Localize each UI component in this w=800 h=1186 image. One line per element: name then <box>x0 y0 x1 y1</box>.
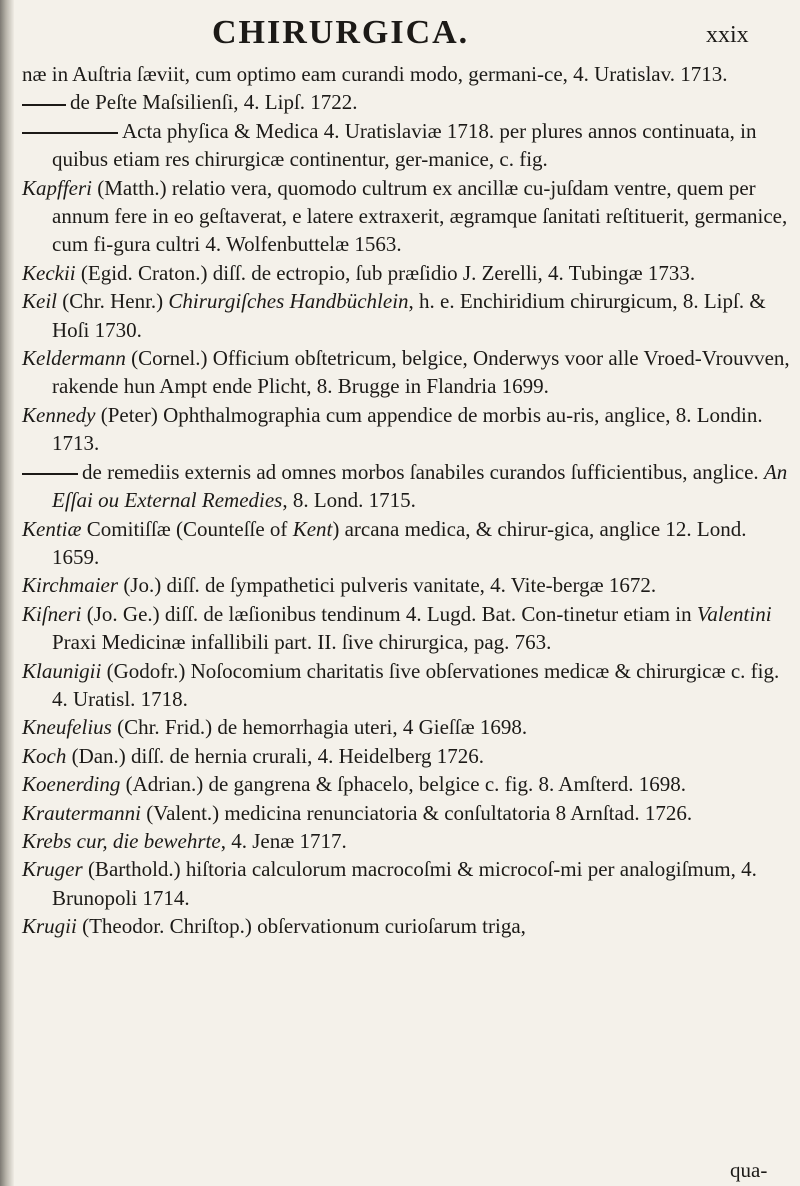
entry-text: næ in Auſtria ſæviit, cum optimo eam curandi modo, germani-ce, 4. Uratislav. 1713. <box>22 62 728 86</box>
author-name: Keldermann <box>22 346 126 371</box>
page-header <box>0 14 800 58</box>
running-head: CHIRURGICA. <box>212 14 470 51</box>
author-name: Kneufelius <box>22 715 112 740</box>
ditto-dash <box>22 132 118 134</box>
author-name: Krugii <box>22 914 77 939</box>
work-title: cur, die bewehrte <box>76 828 221 853</box>
bibliography-entry <box>22 259 792 287</box>
ditto-dash <box>22 473 78 475</box>
entry-text: (Matth.) relatio vera, quomodo cultrum ex ancillæ cu-juſdam ventre, quem per annum fere in eo geſtaverat, e latere extraxerit, ægramque ſanitati reſtituerit, germanice, cum fi-gura cultri 4. Wolfenbuttelæ 1563. <box>52 175 788 257</box>
author-name: Keckii <box>22 260 76 285</box>
work-title: Valentini <box>696 601 772 626</box>
bibliography-entry <box>22 60 792 88</box>
entry-text-after: , h. e. Enchiridium chirurgicum, 8. Lipſ. & Hoſi 1730. <box>52 289 766 342</box>
entry-text: (Barthold.) hiſtoria calculorum macrocoſmi & microcoſ-mi per analogiſmum, 4. Brunopoli 1714. <box>52 857 757 910</box>
bibliography-entry <box>22 287 792 344</box>
entry-text: (Chr. Frid.) de hemorrhagia uteri, 4 Gieſſæ 1698. <box>111 715 528 740</box>
work-title: Kent <box>292 516 333 541</box>
bibliography-entry <box>22 713 792 741</box>
bibliography-entry <box>22 799 792 827</box>
author-name: Koch <box>22 743 67 768</box>
entry-text: (Chr. Henr.) <box>57 289 169 314</box>
author-name: Koenerding <box>22 772 121 797</box>
entry-text: (Cornel.) Officium obſtetricum, belgice, Onderwys voor alle Vroed-Vrouvven, rakende hun Ampt ende Plicht, 8. Brugge in Flandria 1699. <box>52 346 790 399</box>
author-name: Klaunigii <box>22 658 102 683</box>
bibliography-entry <box>22 600 792 657</box>
bibliography-entry <box>22 657 792 714</box>
author-name: Kapfferi <box>22 175 93 200</box>
bibliography-entry <box>22 742 792 770</box>
entry-text: (Peter) Ophthalmographia cum appendice de morbis au-ris, anglice, 8. Londin. 1713. <box>52 402 763 456</box>
author-name: Kentiæ <box>22 516 82 541</box>
entry-text: (Jo. Ge.) diſſ. de læſionibus tendinum 4. Lugd. Bat. Con-tinetur etiam in <box>81 601 697 626</box>
author-name: Keil <box>22 289 57 314</box>
work-title: Chirurgiſches Handbüchlein <box>168 289 409 314</box>
bibliography-entry <box>22 770 792 798</box>
catchword: qua- <box>730 1158 768 1182</box>
entry-text: (Adrian.) de gangrena & ſphacelo, belgice c. fig. 8. Amſterd. 1698. <box>120 772 687 797</box>
page-number: xxix <box>706 22 749 48</box>
bibliography-entry <box>22 571 792 599</box>
author-name: Kirchmaier <box>22 573 119 598</box>
entry-text-after: Praxi Medicinæ infallibili part. II. ſive chirurgica, pag. 763. <box>52 630 552 655</box>
entry-text-after: , 8. Lond. 1715. <box>282 488 416 513</box>
bibliography-entries <box>22 60 792 941</box>
entry-text: (Dan.) diſſ. de hernia crurali, 4. Heidelberg 1726. <box>66 743 485 768</box>
entry-text: de Peſte Maſsilienſi, 4. Lipſ. 1722. <box>70 90 358 115</box>
entry-text: (Godofr.) Noſocomium charitatis ſive obſervationes medicæ & chirurgicæ c. fig. 4. Uratisl. 1718. <box>52 658 780 711</box>
bibliography-entry <box>22 117 792 174</box>
author-name: Kiſneri <box>22 601 82 626</box>
entry-text: Acta phyſica & Medica 4. Uratislaviæ 1718. per plures annos continuata, in quibus etiam res chirurgicæ continentur, ger-manice, c. fig. <box>52 118 757 172</box>
bibliography-entry <box>22 515 792 572</box>
entry-text: (Theodor. Chriſtop.) obſervationum curioſarum triga, <box>76 914 526 939</box>
bibliography-entry <box>22 912 792 940</box>
entry-text: (Valent.) medicina renunciatoria & conſultatoria 8 Arnſtad. 1726. <box>141 800 693 825</box>
page-gutter-shadow <box>0 0 14 1186</box>
entry-text: (Egid. Craton.) diſſ. de ectropio, ſub præſidio J. Zerelli, 4. Tubingæ 1733. <box>75 260 696 285</box>
entry-text: (Jo.) diſſ. de ſympathetici pulveris vanitate, 4. Vite-bergæ 1672. <box>118 573 657 598</box>
author-name: Krebs <box>22 828 72 853</box>
author-name: Krautermanni <box>22 800 142 825</box>
author-name: Kruger <box>22 857 83 882</box>
bibliography-entry <box>22 458 792 515</box>
bibliography-entry <box>22 855 792 912</box>
bibliography-entry <box>22 88 792 116</box>
entry-text: Comitiſſæ (Counteſſe of <box>81 516 293 541</box>
author-name: Kennedy <box>22 402 96 427</box>
entry-text: de remediis externis ad omnes morbos ſanabiles curandos ſufficientibus, anglice. <box>82 459 764 484</box>
entry-text-after: ) arcana medica, & chirur-gica, anglice 12. Lond. 1659. <box>52 516 747 569</box>
entry-text-after: , 4. Jenæ 1717. <box>220 828 347 853</box>
ditto-dash <box>22 104 66 106</box>
bibliography-entry <box>22 827 792 855</box>
bibliography-entry <box>22 401 792 458</box>
work-title: An Eſſai ou External Remedies <box>52 459 788 513</box>
bibliography-entry <box>22 344 792 401</box>
bibliography-entry <box>22 174 792 259</box>
